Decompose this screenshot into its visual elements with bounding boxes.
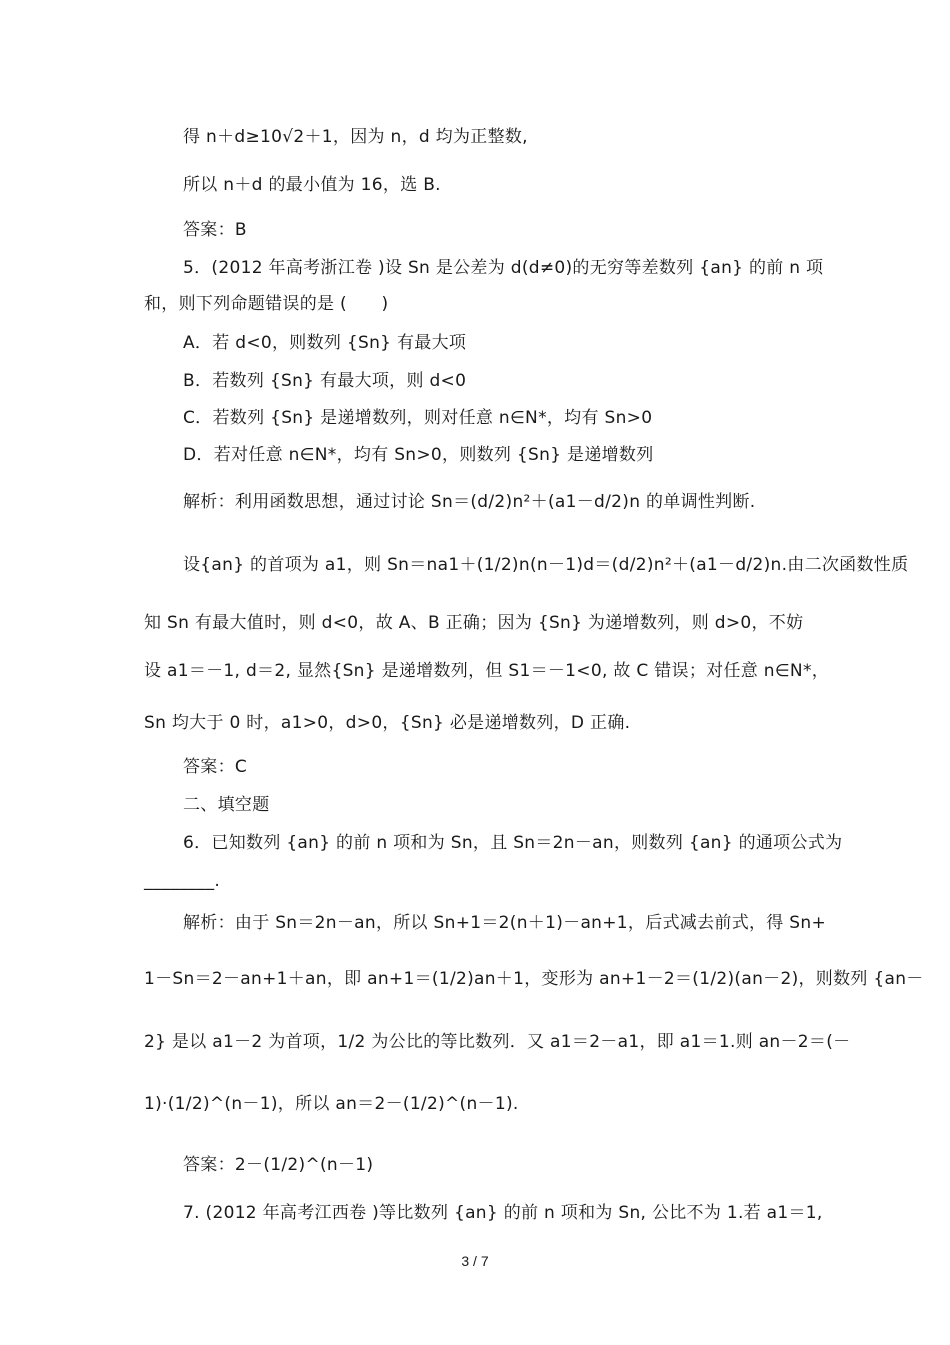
analysis-line: 解析：利用函数思想，通过讨论 Sn＝(d/2)n²＋(a1－d/2)n 的单调性判断. <box>183 492 756 512</box>
text-line: 所以 n＋d 的最小值为 16，选 B. <box>183 175 441 195</box>
option-d: D．若对任意 n∈N*，均有 Sn>0，则数列 {Sn} 是递增数列 <box>183 445 654 465</box>
analysis-line: 设 a1＝－1, d＝2, 显然{Sn} 是递增数列，但 S1＝－1<0, 故 C 错误；对任意 n∈N*， <box>144 661 830 681</box>
option-b: B．若数列 {Sn} 有最大项，则 d<0 <box>183 371 467 391</box>
analysis-line: Sn 均大于 0 时，a1>0，d>0，{Sn} 必是递增数列，D 正确. <box>144 713 631 733</box>
section-heading: 二、填空题 <box>183 795 270 815</box>
answer-blank: ________. <box>144 871 221 891</box>
analysis-line: 设{an} 的首项为 a1，则 Sn＝na1＋(1/2)n(n－1)d＝(d/2)n²＋(a1－d/2)n.由二次函数性质 <box>183 555 909 575</box>
question-7-line: 7. (2012 年高考江西卷 )等比数列 {an} 的前 n 项和为 Sn, 公比不为 1.若 a1＝1, <box>183 1203 823 1223</box>
answer-line: 答案：B <box>183 220 247 240</box>
analysis-line: 1)·(1/2)^(n－1)，所以 an＝2－(1/2)^(n－1). <box>144 1094 519 1114</box>
analysis-line: 解析：由于 Sn＝2n－an，所以 Sn+1＝2(n＋1)－an+1，后式减去前式，得 Sn+ <box>183 913 827 933</box>
analysis-line: 知 Sn 有最大值时，则 d<0，故 A、B 正确；因为 {Sn} 为递增数列，则 d>0，不妨 <box>144 613 804 633</box>
option-a: A．若 d<0，则数列 {Sn} 有最大项 <box>183 333 467 353</box>
question-5-line: 5．(2012 年高考浙江卷 )设 Sn 是公差为 d(d≠0)的无穷等差数列 {an} 的前 n 项 <box>183 258 824 278</box>
question-6-line: 6．已知数列 {an} 的前 n 项和为 Sn，且 Sn＝2n－an，则数列 {an} 的通项公式为 <box>183 833 843 853</box>
question-5-line: 和，则下列命题错误的是 ( ) <box>144 294 389 314</box>
text-line: 得 n＋d≥10√2＋1，因为 n，d 均为正整数, <box>183 127 528 147</box>
analysis-line: 1－Sn＝2－an+1＋an，即 an+1＝(1/2)an＋1，变形为 an+1－2＝(1/2)(an－2)，则数列 {an－ <box>144 969 924 989</box>
answer-line: 答案：2－(1/2)^(n－1) <box>183 1155 374 1175</box>
analysis-line: 2} 是以 a1－2 为首项，1/2 为公比的等比数列．又 a1＝2－a1，即 a1＝1.则 an－2＝(－ <box>144 1032 851 1052</box>
answer-line: 答案：C <box>183 757 248 777</box>
option-c: C．若数列 {Sn} 是递增数列，则对任意 n∈N*，均有 Sn>0 <box>183 408 653 428</box>
page-number: 3 / 7 <box>461 1253 489 1269</box>
